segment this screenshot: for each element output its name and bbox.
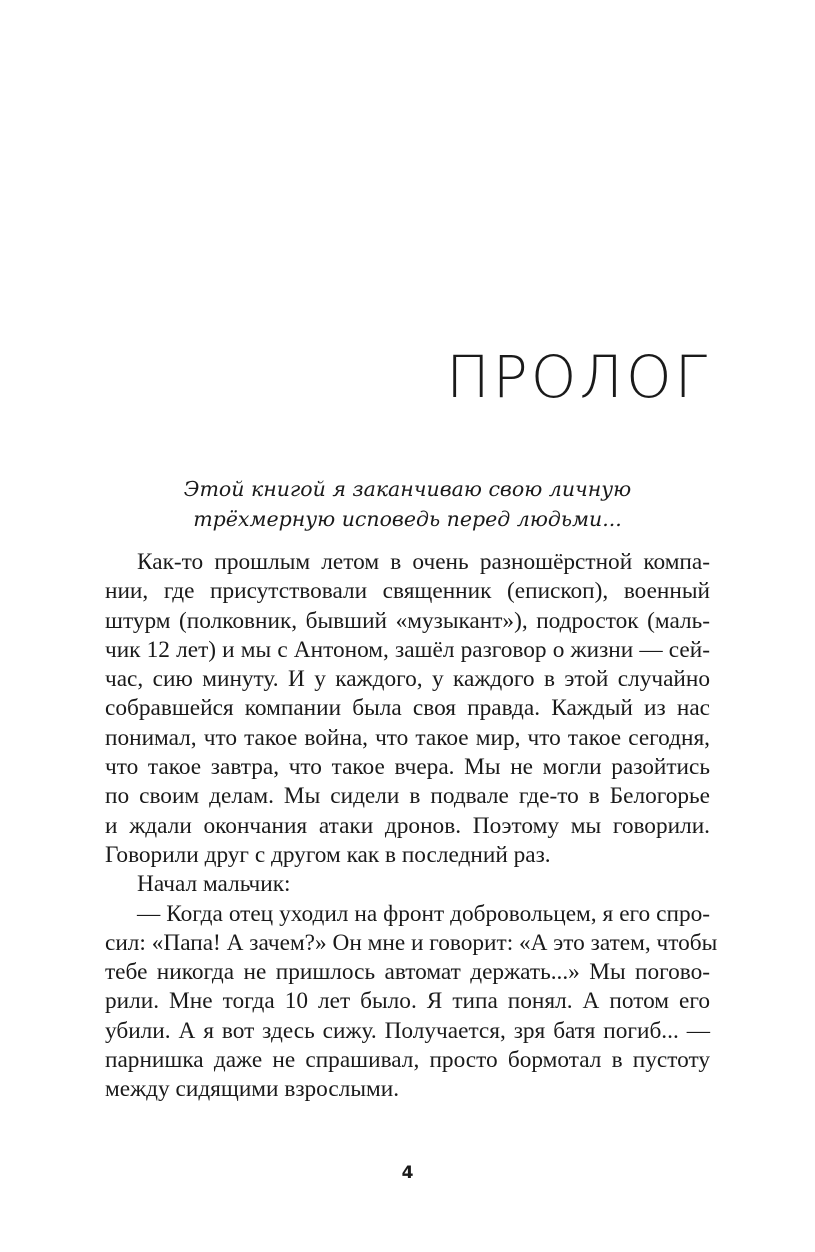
text-line: Как-то прошлым летом в очень разношёрстной компа- [137, 549, 710, 575]
text-line: нии, где присутствовали священник (епископ), военный [105, 578, 710, 605]
text-line: чик 12 лет) и мы с Антоном, зашёл разговор о жизни — сей- [105, 636, 710, 663]
text-line: Начал мальчик: [137, 871, 291, 898]
text-line: что такое завтра, что такое вчера. Мы не могли разойтись [105, 754, 710, 781]
epigraph-line: Этой книгой я заканчиваю свою личную [183, 477, 632, 501]
text-line: и ждали окончания атаки дронов. Поэтому мы говорили. [105, 812, 710, 839]
epigraph-line: трёхмерную исповедь перед людьми... [193, 507, 622, 531]
text-line: убили. А я вот здесь сижу. Получается, зря батя погиб... — [105, 1017, 710, 1044]
text-line: час, сию минуту. И у каждого, у каждого в этой случайно [105, 666, 710, 693]
text-line: собравшейся компании была своя правда. Каждый из нас [105, 695, 710, 722]
text-line: парнишка даже не спрашивал, просто бормотал в пустоту [105, 1047, 710, 1074]
text-line: тебе никогда не пришлось автомат держать...» Мы погово- [105, 959, 710, 986]
text-line: рили. Мне тогда 10 лет было. Я типа понял. А потом его [105, 988, 710, 1015]
chapter-title: ПРОЛОГ [446, 343, 710, 411]
text-line: по своим делам. Мы сидели в подвале где-то в Белогорье [105, 783, 710, 810]
text-line: Говорили друг с другом как в последний раз. [105, 841, 551, 868]
body-text [105, 548, 718, 1105]
text-line: штурм (полковник, бывший «музыкант»), подросток (маль- [105, 607, 710, 634]
epigraph [105, 474, 710, 534]
text-line: между сидящими взрослыми. [105, 1076, 400, 1103]
page-number: 4 [401, 1163, 414, 1183]
text-line: понимал, что такое война, что такое мир, что такое сегодня, [105, 724, 710, 751]
text-line: сил: «Папа! А зачем?» Он мне и говорит: «А это затем, чтобы [105, 929, 718, 956]
text-line: — Когда отец уходил на фронт добровольцем, я его спро- [137, 900, 710, 927]
